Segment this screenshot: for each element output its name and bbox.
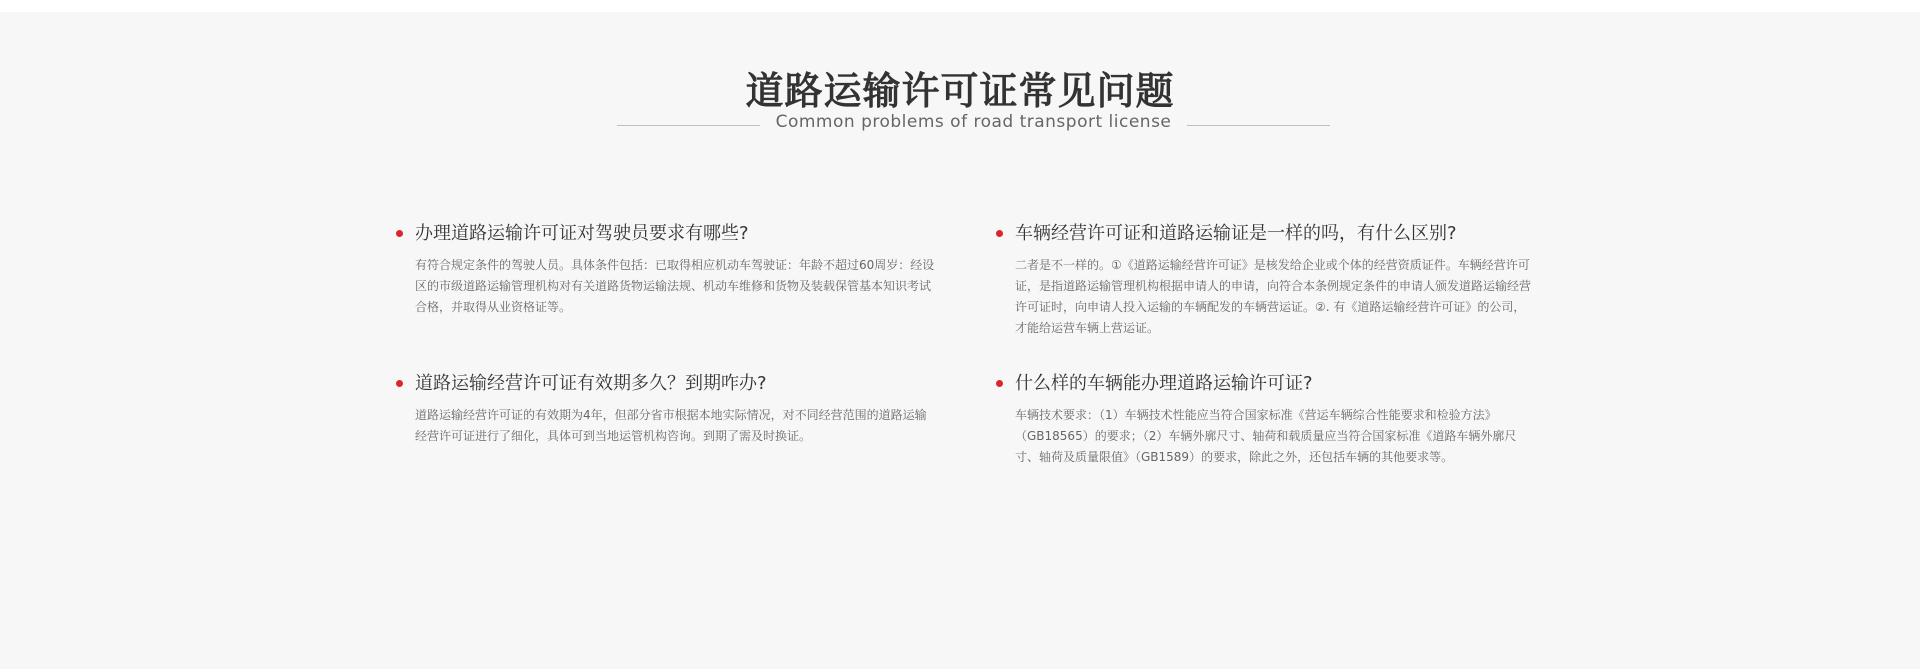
faq-item <box>415 371 935 447</box>
bullet-dot-icon <box>396 380 403 387</box>
faq-answer: 有符合规定条件的驾驶人员。具体条件包括：已取得相应机动车驾驶证：年龄不超过60周岁：经设区的市级道路运输管理机构对有关道路货物运输法规、机动车维修和货物及装载保管基本知识考试合格，并取得从业资格证等。 <box>415 258 935 314</box>
faq-answer: 二者是不一样的。①《道路运输经营许可证》是核发给企业或个体的经营资质证件。车辆经营许可证，是指道路运输管理机构根据申请人的申请，向符合本条例规定条件的申请人颁发道路运输经营许可证时，向申请人投入运输的车辆配发的车辆营运证。②. 有《道路运输经营许可证》的公司，才能给运营车辆上营运证。 <box>1015 258 1532 335</box>
bullet-dot-icon <box>996 380 1003 387</box>
faq-answer: 道路运输经营许可证的有效期为4年，但部分省市根据本地实际情况，对不同经营范围的道路运输经营许可证进行了细化，具体可到当地运管机构咨询。到期了需及时换证。 <box>415 408 927 443</box>
section-subtitle: Common problems of road transport license <box>775 112 1172 132</box>
faq-answer: 车辆技术要求：（1）车辆技术性能应当符合国家标准《营运车辆综合性能要求和检验方法》（GB18565）的要求；（2）车辆外廓尺寸、轴荷和载质量应当符合国家标准《道路车辆外廓尺寸、轴荷及质量限值》（GB1589）的要求，除此之外，还包括车辆的其他要求等。 <box>1015 408 1517 464</box>
subtitle-divider-left <box>617 125 760 126</box>
bullet-dot-icon <box>996 230 1003 237</box>
bullet-dot-icon <box>396 230 403 237</box>
subtitle-row <box>0 112 1920 138</box>
faq-question[interactable]: 道路运输经营许可证有效期多久？到期咋办? <box>415 373 767 394</box>
faq-item <box>1015 371 1535 468</box>
faq-question[interactable]: 办理道路运输许可证对驾驶员要求有哪些? <box>415 223 749 244</box>
faq-item <box>415 221 935 318</box>
faq-item <box>1015 221 1535 339</box>
section-title: 道路运输许可证常见问题 <box>745 69 1175 113</box>
faq-section <box>0 12 1920 669</box>
subtitle-divider-right <box>1187 125 1330 126</box>
faq-question[interactable]: 什么样的车辆能办理道路运输许可证? <box>1015 373 1313 394</box>
faq-question[interactable]: 车辆经营许可证和道路运输证是一样的吗，有什么区别? <box>1015 223 1457 244</box>
